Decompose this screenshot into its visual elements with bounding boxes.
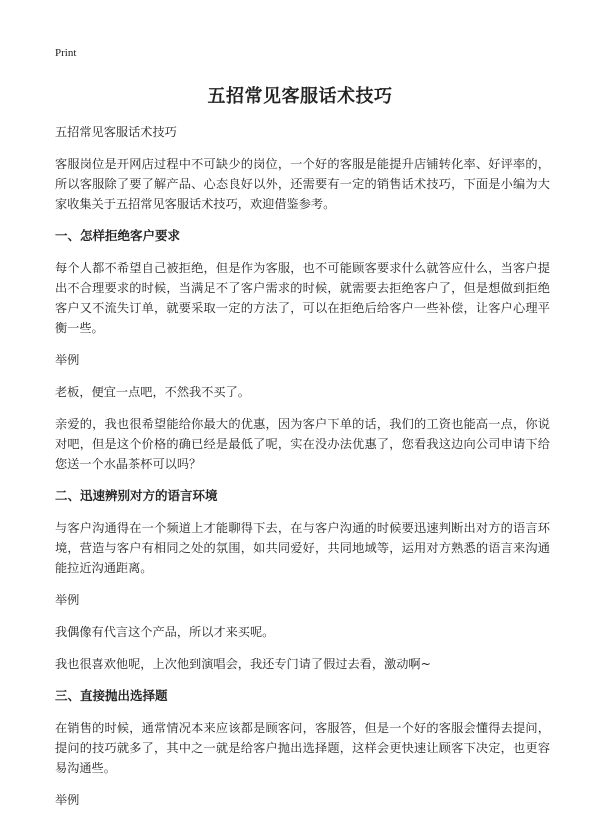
section-paragraph: 每个人都不希望自己被拒绝，但是作为客服，也不可能顾客要求什么就答应什么，当客户提出不合理要求的时候，当满足不了客户需求的时候，就需要去拒绝客户了，但是想做到拒绝客户又不流失订单，就要采取一定的方法了，可以在拒绝后给客户一些补偿，让客户心理平衡一些。 (55, 261, 550, 335)
example-paragraph: 我也很喜欢他呢，上次他到演唱会，我还专门请了假过去看，激动啊~ (55, 657, 431, 671)
section-paragraph: 在销售的时候，通常情况本来应该都是顾客问，客服答，但是一个好的客服会懂得去提问，提问的技巧就多了，其中之一就是给客户抛出选择题，这样会更快速让顾客下决定，也更容易沟通些。 (55, 721, 550, 775)
section-heading: 三、直接抛出选择题 (55, 688, 168, 703)
intro-paragraph: 客服岗位是开网店过程中不可缺少的岗位，一个好的客服是能提升店铺转化率、好评率的，所以客服除了要了解产品、心态良好以外，还需要有一定的销售话术技巧，下面是小编为大家收集关于五招常见客服话术技巧，欢迎借鉴参考。 (55, 157, 550, 211)
example-label: 举例 (55, 353, 80, 367)
example-label: 举例 (55, 793, 80, 807)
example-label: 举例 (55, 593, 80, 607)
example-paragraph: 我偶像有代言这个产品，所以才来买呢。 (55, 625, 275, 639)
example-paragraph: 老板，便宜一点吧，不然我不买了。 (55, 385, 250, 399)
page-title: 五招常见客服话术技巧 (207, 86, 393, 107)
section-heading: 二、迅速辨别对方的语言环境 (55, 488, 218, 503)
example-paragraph: 亲爱的，我也很希望能给你最大的优惠，因为客户下单的话，我们的工资也能高一点，你说对吧，但是这个价格的确已经是最低了呢，实在没办法优惠了，您看我这边向公司申请下给您送一个水晶茶杯可以吗？ (55, 417, 550, 471)
article-subtitle: 五招常见客服话术技巧 (55, 125, 177, 139)
section-heading: 一、怎样拒绝客户要求 (55, 228, 181, 243)
section-paragraph: 与客户沟通得在一个频道上才能聊得下去，在与客户沟通的时候要迅速判断出对方的语言环境，营造与客户有相同之处的氛围，如共同爱好，共同地域等，运用对方熟悉的语言来沟通能拉近沟通距离。 (55, 521, 550, 575)
article-body (55, 122, 550, 822)
print-label: Print (55, 47, 77, 59)
